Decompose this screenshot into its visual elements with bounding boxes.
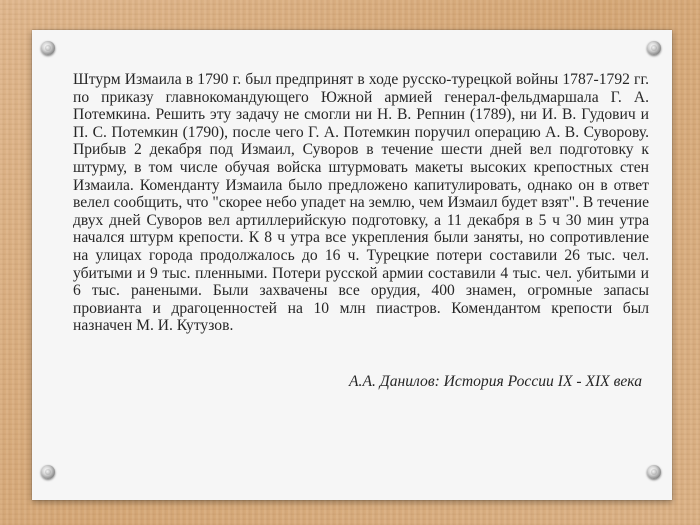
text-card (32, 30, 672, 500)
pushpin-icon (41, 465, 55, 479)
body-paragraph: Штурм Измаила в 1790 г. был предпринят в ходе русско-турецкой войны 1787-1792 гг. по приказу главнокомандующего Южной армией генерал-фельдмаршала Г. А. Потемкина. Решить эту задачу не смогли ни Н. В. Репнин (1789), ни И. В. Гудович и П. С. Потемкин (1790), после чего Г. А. Потемкин поручил операцию А. В. Суворову. Прибыв 2 декабря под Измаил, Суворов в течение шести дней вел подготовку к штурму, в том числе обучая войска штурмовать макеты высоких крепостных стен Измаила. Коменданту Измаила было предложено капитулировать, однако он в ответ велел сообщить, что "скорее небо упадет на землю, чем Измаил будет взят". В течение двух дней Суворов вел артиллерийскую подготовку, а 11 декабря в 5 ч 30 мин утра начался штурм крепости. К 8 ч утра все укрепления были заняты, но сопротивление на улицах города продолжалось до 16 ч. Турецкие потери составили 26 тыс. чел. убитыми и 9 тыс. пленными. Потери русской армии составили 4 тыс. чел. убитыми и 6 тыс. ранеными. Были захвачены все орудия, 400 знамен, огромные запасы провианта и драгоценностей на 10 млн пиастров. Комендантом крепости был назначен М. И. Кутузов. (73, 71, 649, 335)
pushpin-icon (647, 41, 661, 55)
pushpin-icon (41, 41, 55, 55)
citation: А.А. Данилов: История России IX - XIX века (349, 373, 642, 390)
pushpin-icon (647, 465, 661, 479)
